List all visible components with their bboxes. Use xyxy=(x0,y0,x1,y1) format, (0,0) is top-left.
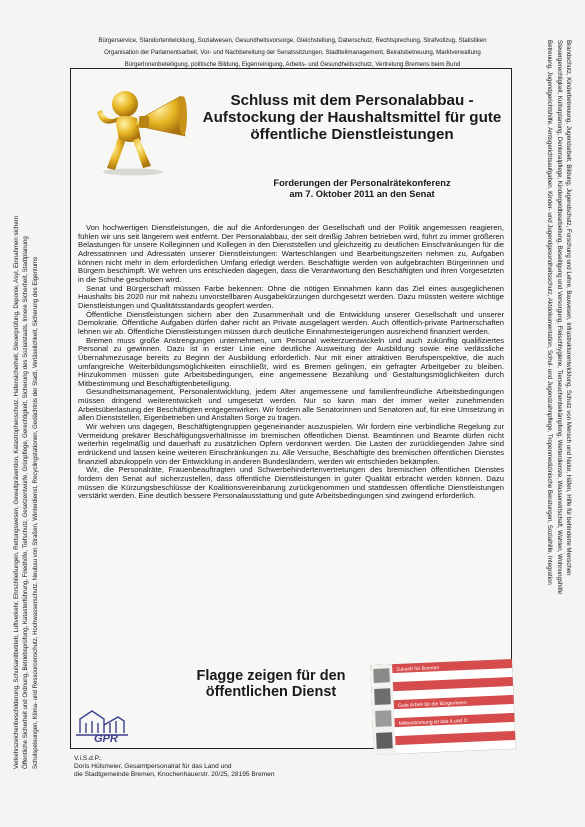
subheadline: Forderungen der Personalrätekonferenz am 7. Oktober 2011 an den Senat xyxy=(273,178,451,199)
right-service-list xyxy=(537,40,573,680)
paragraph: Öffentliche Dienstleistungen sichern aber den Zusammenhalt und die Entwicklung unserer Gesellschaft und unserer Demokratie. Öffentliche Aufgaben dürfen daher nicht an Private ausgelagert werden. Auch öffentlich-private Partnerschaften lehnen wir ab. Öffentliche Dienstleistungen müssen durch deutliche Einnahmesteigerungen ausreichend finanziert werden. xyxy=(78,309,504,336)
left-service-list xyxy=(12,89,76,769)
right-line-2: Steuergerechtigkeit, Kulturplanung, Denkmalpflege, Kindergeldbearbeitung, Beseitigung und Versorgung, Fleischhygiene, Tierseuchenbekämpfung, Wetterdienste, Wasserwirtschaft, Wahlen, Wohnungshilfe xyxy=(555,40,563,595)
paragraph: Von hochwertigen Dienstleistungen, die auf die Anforderungen der Gesellschaft und der Politik angemessen reagieren, fühlen wir uns seit längerem weit entfernt. Der Personalabbau, der seit dreißig Jahren betrieben wird, führt zu immer größeren Belastungen für unsere Kolleginnen und Kollegen in den Dienststellen und gleichzeitig zu deutlichen Einschränkungen für die Adressatinnen und Adressaten unserer Dienstleistungen: Warteschlangen und Bearbeitungszeiten nehmen zu, Aufgaben können nicht mehr in dem erforderlichen Umfang erledigt werden. Beschäftigte werden von aufgebrachten Bürgerinnen und Bürgern beschimpft. Wir wehren uns entschieden dagegen, dass die Verantwortung den Beschäftigten und ihren Vorgesetzten in die Schuhe geschoben wird. xyxy=(78,223,504,284)
paragraph: Bremen muss große Anstrengungen unternehmen, um Personal weiterzuentwickeln und auch zukünftig qualifiziertes Personal zu gewinnen. Dazu ist in erster Linie eine deutliche Ausweitung der Ausbildung sowie eine verlässliche Übernahmezusage bereits zu Beginn der Ausbildung erforderlich. Nur mit einer attraktiven Berufsperspektive, die auch umfangreiche Weiterbildungsmöglichkeiten einschließt, wird es Bremen gelingen, ein gefragter Arbeitgeber zu bleiben. Hinzukommen müssen gute Arbeitsbedingungen, eine angemessene Bezahlung und Gestaltungsmöglichkeiten durch Mitbestimmung und Beschäftigtenbeteiligung. xyxy=(78,335,504,388)
right-line-1: Brandschutz, Kinderbetreuung, Jugendarbeit, Bildung, Jugendschutz, Forschung und Lehre, Bauwesen, Infrastrukturentwicklung, Schutz von Mensch und Natur, Häfen, Hilfe für behinderte Menschen xyxy=(565,40,572,576)
striped-flag-icon xyxy=(370,659,516,755)
flag-text-2: Gute Arbeit für die Bürgerinnen xyxy=(397,699,467,709)
left-line-1: Verkehrszeichenbeschilderung, Schulsanitbetrieb, Luftverkehr, Ehrschließungen, Rettungswesen, Gewaltprävention, Katastrophenschutz, Hafensicherheit, Steuerprüfung, Deponie, Asyl, Einnahmen sichern xyxy=(13,215,20,769)
megaphone-figure-icon xyxy=(85,82,190,177)
top-line-1: Bürgerservice, Standortentwicklung, Sozialwesen, Gesundheitsvorsorge, Gleichstellung, Datenschutz, Rechtsprechung, Strafvollzug, Statistiken xyxy=(98,37,487,44)
imprint xyxy=(74,755,275,779)
main-headline: Schluss mit dem Personalabbau - Aufstockung der Haushaltsmittel für gute öffentliche Dienstleistungen xyxy=(202,92,502,143)
paragraph: Wir wehren uns dagegen, Beschäftigtengruppen gegeneinander auszuspielen. Wir fordern eine verbindliche Regelung zur Vermeidung prekärer Beschäftigungsverhältnisse im bremischen öffentlichen Dienst. Beamtinnen und Beamte dürfen nicht weiterhin regelmäßig und dauerhaft zu zusätzlichen Opfern verdonnert werden. Die Lasten der zurückliegenden Jahre sind erdrückend und lassen keine weiteren Einschränkungen zu. Alle Versuche, Beschäftigte des bremischen öffentlichen Dienstes finanziell abzukoppeln von der Entwicklung in anderen Bundesländern, werden wir entschieden bekämpfen. xyxy=(78,422,504,466)
flag-text-1: Zukunft für Bremen xyxy=(396,665,440,673)
imprint-line-1: V.i.S.d.P.: xyxy=(74,755,102,762)
paragraph: Wir, die Personalräte, Frauenbeauftragten und Schwerbehindertenvertretungen des bremischen öffentlichen Dienstes fordern den Senat auf sicherzustellen, dass öffentliche Dienstleistungen in guter Qualität erbracht werden können. Dazu müssen die Kürzungsbeschlüsse der Koalitionsvereinbarung zurückgenommen und stattdessen öffentliche Dienstleistungen verstärkt werden. Eine deutlich bessere Personalausstattung und gute Arbeitsbedingungen sind zwingend erforderlich. xyxy=(78,465,504,501)
flagge-heading: Flagge zeigen für den öffentlichen Dienst xyxy=(196,668,346,700)
gpr-logo-text: GPR xyxy=(94,733,118,745)
top-line-2: Organisation der Parlamentsarbeit, Vor- und Nachbereitung der Senatssitzungen, Stadtteilmanagement, Beiratsbetreuung, Marktverwaltung xyxy=(104,49,481,56)
flag-text-3: Mitbestimmung ist das A und O xyxy=(398,717,468,727)
body-text xyxy=(78,224,504,501)
left-line-2: Öffentliche Sicherheit und Ordnung, Betriebsprüfung, Katasterführung, Friedhöfe, Tiefschutz, Gesetzentwürfe, Grünpflege, Gerechtigkeit, Sicherung des Sozialstaats, Innere Sicherheit, Stadtplanung xyxy=(22,236,30,769)
paragraph: Gesundheitsmanagement, Personalentwicklung, jedem Alter angemessene und familienfreundliche Arbeitsbedingungen müssen dringend weiterentwickelt und umgesetzt werden. Nur so kann man der immer weiter zunehmenden Arbeitsüberlastung der Beschäftigten entgegenwirken. Wir fordern alle Senatorinnen und Senatoren auf, für eine Umsetzung in allen Dienststellen, Eigenbetrieben und Anstalten Sorge zu tragen. xyxy=(78,387,504,423)
top-line-3: BürgerInnenbeteiligung, politische Bildung, Eigenreinigung, Arbeits- und Gesundheitsschutz, Vertretung Bremens beim Bund xyxy=(124,61,461,68)
left-line-3: Schulspeisungen, Klima- und Ressourcenschutz, Hochwasserschutz, Neubau von Straßen, Winterdienst, Recyclingstationen, Gedächtnis der Stadt, Verlässlichkeit, Sicherung des Eigentums xyxy=(31,256,39,769)
imprint-line-3: die Stadtgemeinde Bremen, Knochenhauerstr. 20/25, 28195 Bremen xyxy=(74,771,275,778)
right-line-3: Betreuung, Jugendgerichtshilfe, Amtsgerichtsaufgaben, Kinder- und Jugendgesundheitsschutz, Aktdokumentation, Schul- und Jugendzahnpflege, Tropenmedizinische Beratungen, Sozialhilfe, Integration xyxy=(546,40,554,585)
imprint-line-2: Doris Hülsmeier, Gesamtpersonalrat für das Land und xyxy=(74,763,232,770)
paragraph: Senat und Bürgerschaft müssen Farbe bekennen: Ohne die nötigen Einnahmen kann das Ziel eines ausgeglichenen Haushalts bis 2020 nur mit nahezu unvorstellbaren Ausgabekürzungen durchgesetzt werden. Dazu müssten weitere wichtige Dienstleistungen und Qualitätsstandards geopfert werden. xyxy=(78,283,504,310)
